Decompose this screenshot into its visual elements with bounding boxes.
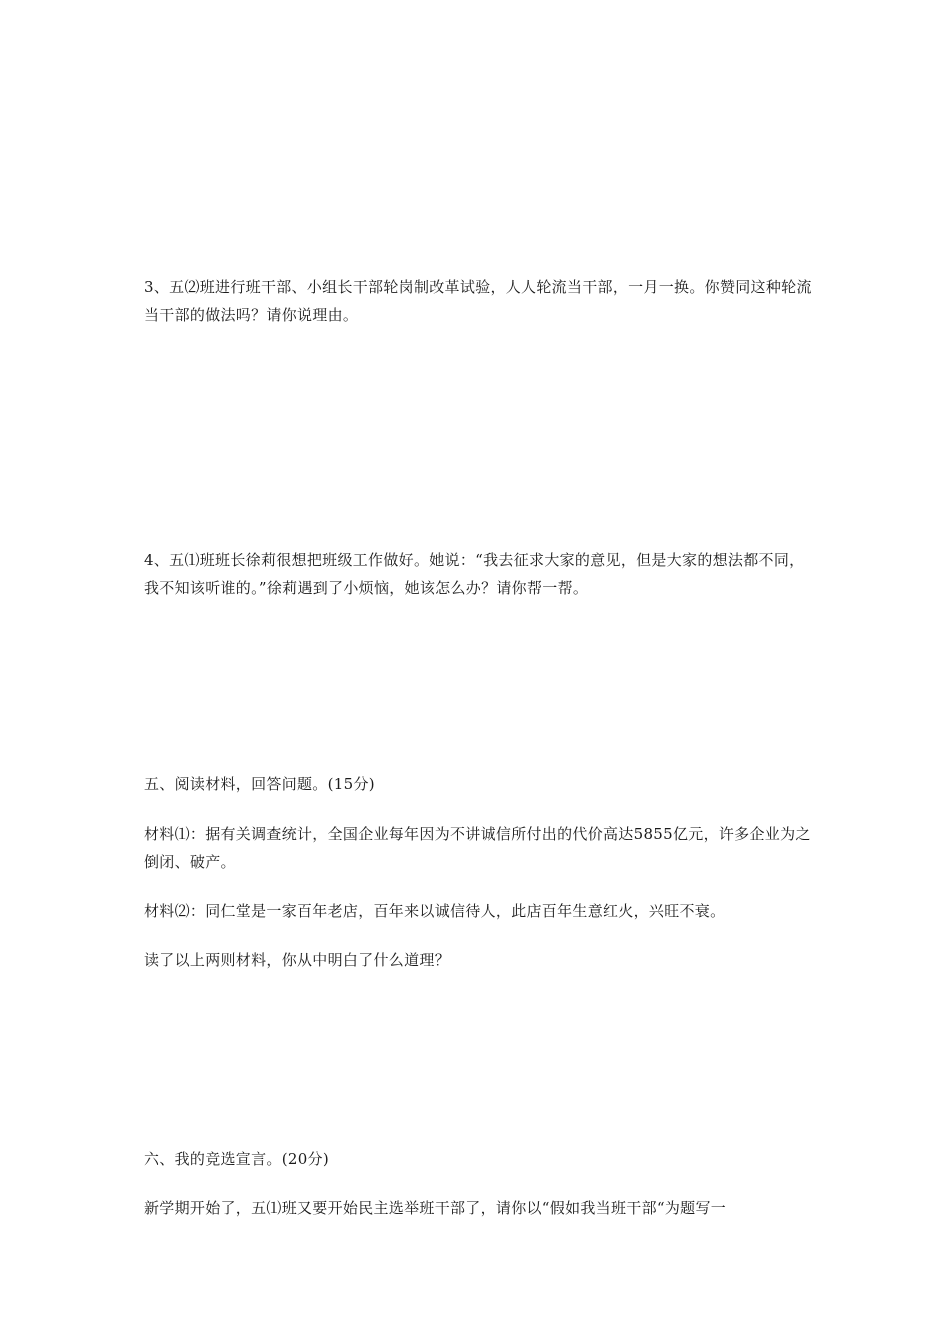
section-5-question: 读了以上两则材料，你从中明白了什么道理？ bbox=[144, 951, 451, 969]
material-1: 材料⑴：据有关调查统计，全国企业每年因为不讲诚信所付出的代价高达5855亿元，许多企业为之倒闭、破产。 bbox=[144, 825, 811, 871]
material-2: 材料⑵：同仁堂是一家百年老店，百年来以诚信待人，此店百年生意红火，兴旺不衰。 bbox=[144, 902, 726, 920]
section-6-heading: 六、我的竞选宣言。(20分) bbox=[144, 1150, 329, 1168]
section-6-prompt: 新学期开始了，五⑴班又要开始民主选举班干部了，请你以“假如我当班干部“为题写一 bbox=[144, 1199, 727, 1217]
section-5-heading: 五、阅读材料，回答问题。(15分) bbox=[144, 775, 375, 793]
question-4: 4、五⑴班班长徐莉很想把班级工作做好。她说：“我去征求大家的意见，但是大家的想法都不同，我不知该听谁的。”徐莉遇到了小烦恼，她该怎么办？请你帮一帮。 bbox=[144, 551, 805, 597]
question-3: 3、五⑵班进行班干部、小组长干部轮岗制改革试验，人人轮流当干部，一月一换。你赞同这种轮流当干部的做法吗？请你说理由。 bbox=[144, 278, 812, 324]
